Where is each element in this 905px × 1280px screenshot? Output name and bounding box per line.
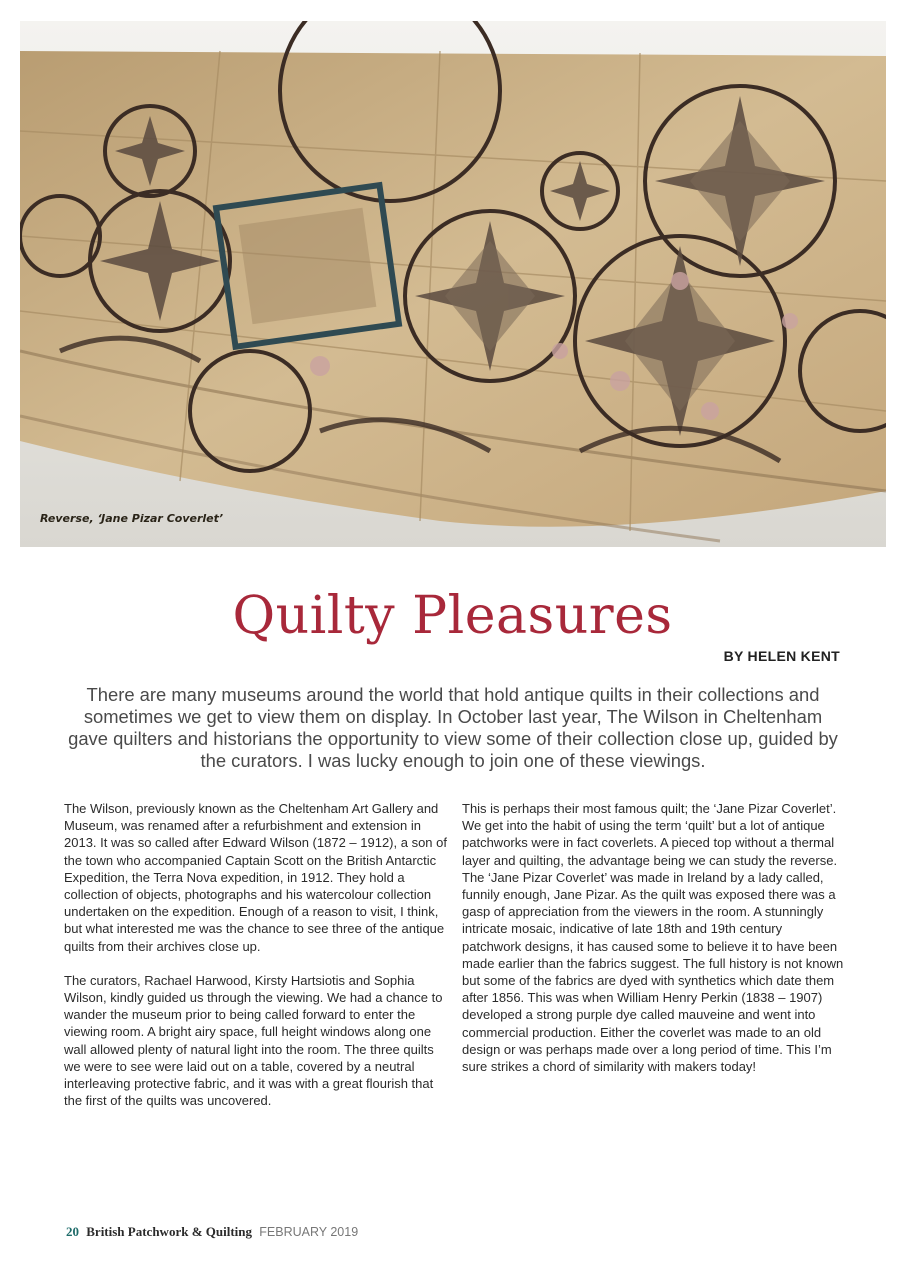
- quilt-image: [20, 21, 886, 547]
- byline: BY HELEN KENT: [723, 648, 840, 664]
- right-column: [462, 800, 844, 1092]
- left-column: [64, 800, 449, 1126]
- page-footer: [66, 1224, 358, 1240]
- body-paragraph: The curators, Rachael Harwood, Kirsty Hartsiotis and Sophia Wilson, kindly guided us through the viewing. We had a chance to wander the museum prior to being called forward to enter the viewing room. A bright airy space, full height windows along one wall allowed plenty of natural light into the room. The three quilts we were to see were laid out on a table, covered by a neutral interleaving protective fabric, and it was with a great flourish that the first of the quilts was uncovered.: [64, 972, 443, 1109]
- photo-caption: Reverse, ‘Jane Pizar Coverlet’: [40, 512, 224, 525]
- body-paragraph: The Wilson, previously known as the Cheltenham Art Gallery and Museum, was renamed after a refurbishment and extension in 2013. It was so called after Edward Wilson (1872 – 1912), a son of the town who accompanied Captain Scott on the British Antarctic Expedition, the Terra Nova expedition, in 1912. They hold a collection of objects, photographs and his watercolour collection undertaken on the expedition. Enough of a reason to visit, I think, but what interested me was the chance to see three of the antique quilts from their archives close up.: [64, 801, 447, 954]
- issue-date: FEBRUARY 2019: [259, 1225, 359, 1239]
- quilt-photo: [20, 21, 886, 547]
- standfirst: There are many museums around the world that hold antique quilts in their collections and sometimes we get to view them on display. In October last year, The Wilson in Cheltenham gave quilters and historians the opportunity to view some of their collection close up, guided by the curators. I was lucky enough to join one of these viewings.: [68, 684, 838, 771]
- magazine-name: British Patchwork & Quilting: [86, 1224, 253, 1239]
- body-paragraph: This is perhaps their most famous quilt; the ‘Jane Pizar Coverlet’. We get into the habit of using the term ‘quilt’ but a lot of antique patchworks were in fact coverlets. A pieced top without a thermal layer and quilting, the advantage being we can study the reverse. The ‘Jane Pizar Coverlet’ was made in Ireland by a lady called, funnily enough, Jane Pizar. As the quilt was exposed there was a gasp of appreciation from the viewers in the room. A stunningly intricate mosaic, indicative of late 18th and 19th century patchwork designs, it has caused some to believe it to have been made earlier than the fabrics suggest. The full history is not known but some of the fabrics are dyed with synthetics which date them after 1856. This was when William Henry Perkin (1838 – 1907) developed a strong purple dye called mauveine and went into commercial production. Either the coverlet was made to an old design or was perhaps made over a long period of time. This I’m sure strikes a chord of similarity with makers today!: [462, 801, 844, 1075]
- article-title: Quilty Pleasures: [232, 586, 673, 646]
- page-number: 20: [66, 1224, 79, 1239]
